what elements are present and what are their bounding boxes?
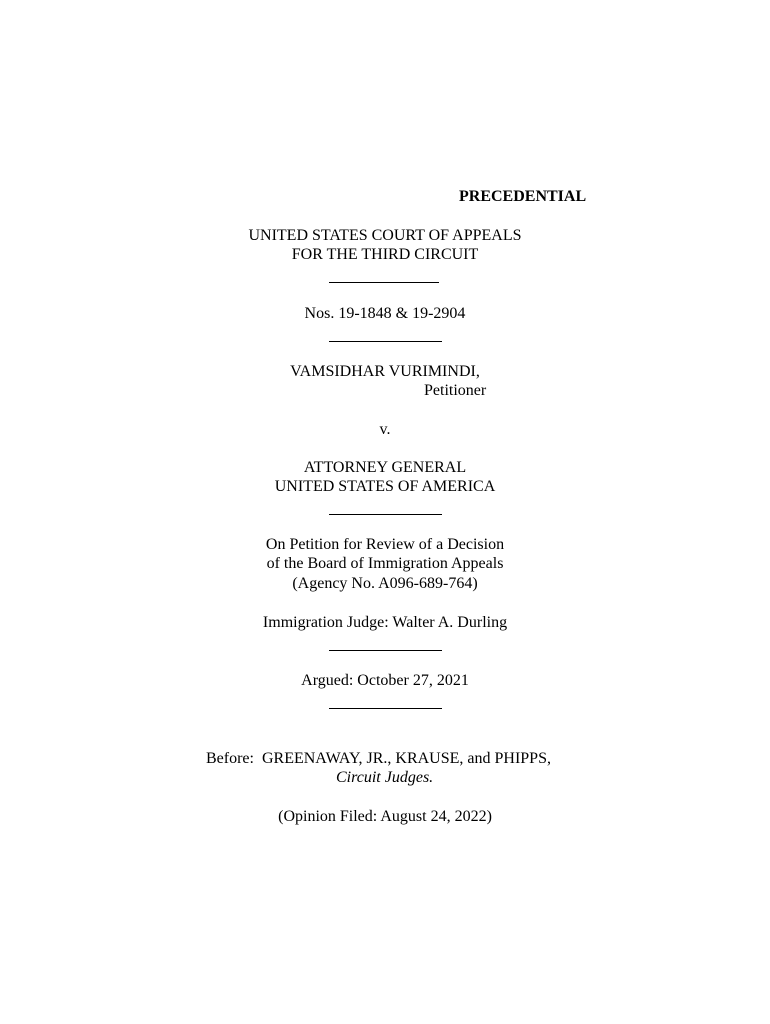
panel-judges: Before: GREENAWAY, JR., KRAUSE, and PHIPPS, bbox=[206, 750, 551, 767]
agency-number: (Agency No. A096-689-764) bbox=[292, 575, 478, 592]
divider-rule-5 bbox=[329, 708, 442, 709]
divider-rule-3 bbox=[329, 514, 442, 515]
divider-rule-1 bbox=[329, 282, 439, 283]
divider-rule-2 bbox=[329, 341, 442, 342]
court-name-line1: UNITED STATES COURT OF APPEALS bbox=[248, 227, 522, 244]
petitioner-role: Petitioner bbox=[424, 382, 487, 399]
panel-title: Circuit Judges. bbox=[336, 769, 434, 786]
respondent-line1: ATTORNEY GENERAL bbox=[303, 459, 467, 476]
argued-date: Argued: October 27, 2021 bbox=[301, 672, 469, 689]
petitioner-name: VAMSIDHAR VURIMINDI, bbox=[290, 363, 480, 380]
petition-line2: of the Board of Immigration Appeals bbox=[266, 555, 504, 572]
immigration-judge: Immigration Judge: Walter A. Durling bbox=[262, 614, 508, 631]
divider-rule-4 bbox=[329, 650, 442, 651]
precedential-label: PRECEDENTIAL bbox=[459, 188, 587, 205]
versus-label: v. bbox=[379, 421, 391, 438]
case-numbers: Nos. 19-1848 & 19-2904 bbox=[304, 305, 466, 322]
court-name-line2: FOR THE THIRD CIRCUIT bbox=[291, 246, 479, 263]
petition-line1: On Petition for Review of a Decision bbox=[265, 536, 505, 553]
opinion-filed-date: (Opinion Filed: August 24, 2022) bbox=[278, 808, 492, 825]
respondent-line2: UNITED STATES OF AMERICA bbox=[274, 478, 496, 495]
